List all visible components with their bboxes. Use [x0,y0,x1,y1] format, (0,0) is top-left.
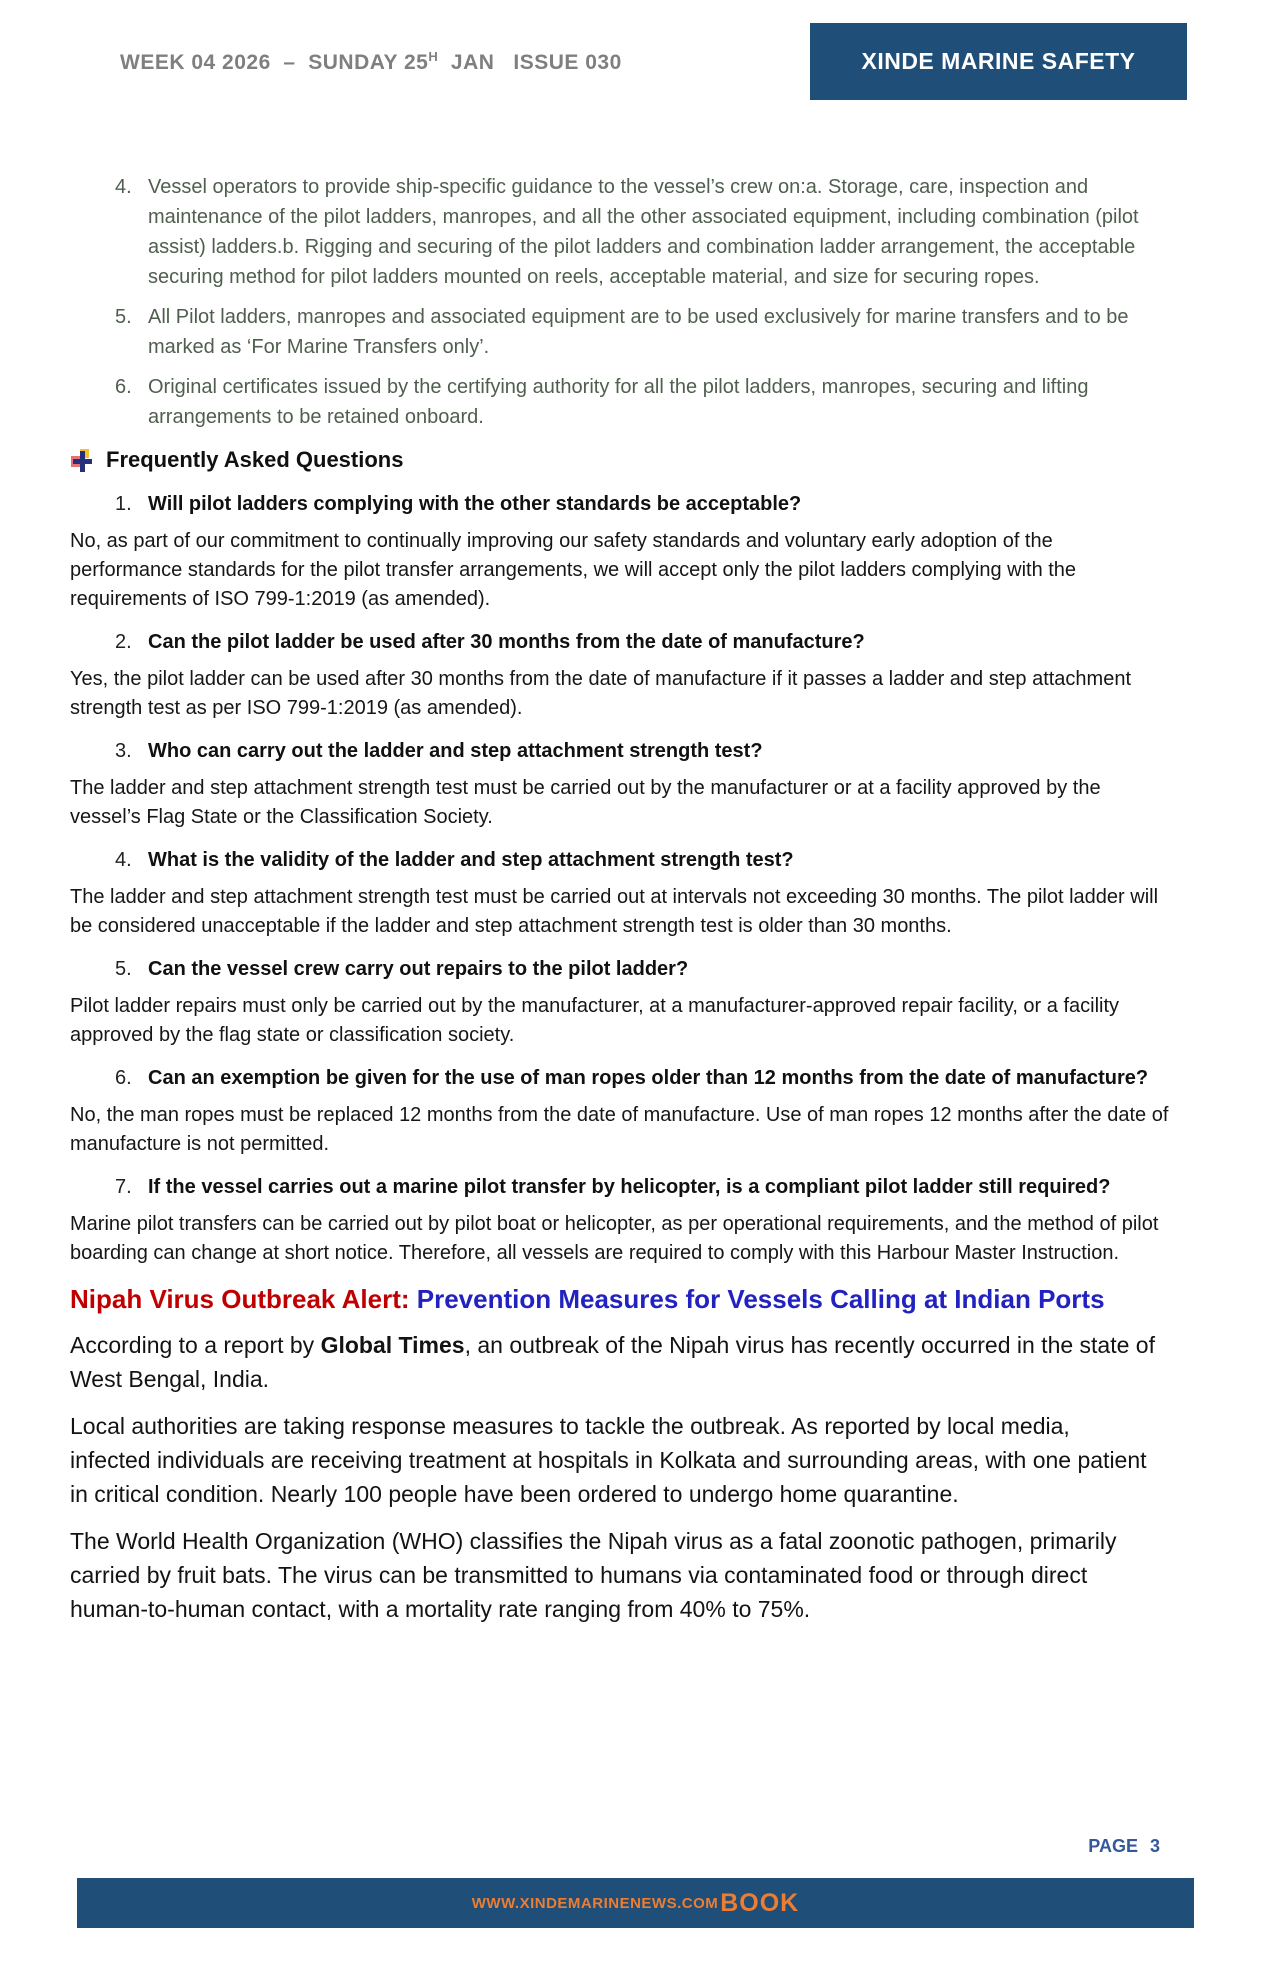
faq-question [70,845,1170,875]
faq-question-text: What is the validity of the ladder and step attachment strength test? [148,849,794,871]
list-item-number: 4. [115,176,132,198]
faq-question [70,736,1170,766]
faq-question-text: Can the vessel crew carry out repairs to the pilot ladder? [148,958,689,980]
issue-line-part2: JAN ISSUE 030 [438,50,622,74]
faq-answer: Pilot ladder repairs must only be carried out by the manufacturer, at a manufacturer-approved repair facility, or a facility approved by the flag state or classification society. [70,995,1120,1046]
nipah-heading-alert: Nipah Virus Outbreak Alert: [70,1284,410,1314]
list-item [70,302,1170,362]
list-item [70,372,1170,432]
nipah-paragraph: Local authorities are taking response measures to tackle the outbreak. As reported by local media, infected individuals are receiving treatment at hospitals in Kolkata and surrounding areas, with one patient in critical condition. Nearly 100 people have been ordered to undergo home quarantine. [70,1413,1147,1507]
faq-question [70,1063,1170,1093]
nipah-p1-suffix: , an outbreak of the Nipah virus has recently occurred in the state of West Bengal, India. [70,1332,1155,1392]
footer-site-url: WWW.XINDEMARINENEWS.COM [471,1894,719,1912]
faq-answer: No, the man ropes must be replaced 12 months from the date of manufacture. Use of man ropes 12 months after the date of manufacture is not permitted. [70,1104,1169,1155]
nipah-heading-measures: Prevention Measures for Vessels Calling at Indian Ports [409,1284,1105,1314]
faq-question-number: 1. [115,493,132,515]
nipah-paragraph: The World Health Organization (WHO) classifies the Nipah virus as a fatal zoonotic pathogen, primarily carried by fruit bats. The virus can be transmitted to humans via contaminated food or through direct human-to-human contact, with a mortality rate ranging from 40% to 75%. [70,1528,1117,1622]
faq-question-text: Who can carry out the ladder and step attachment strength test? [148,740,763,762]
list-item-text: Vessel operators to provide ship-specific guidance to the vessel’s crew on:a. Storage, care, inspection and maintenance of the pilot ladders, manropes, and all the other associated equipment, including combination (pilot assist) ladders.b. Rigging and securing of the pilot ladders and combination ladder arrangement, the acceptable securing method for pilot ladders mounted on reels, acceptable material, and size for securing ropes. [148,176,1139,288]
nipah-heading [70,1283,1170,1316]
list-item [70,172,1170,292]
faq-question-number: 3. [115,740,132,762]
faq-answer: Yes, the pilot ladder can be used after 30 months from the date of manufacture if it passes a ladder and step attachment strength test as per ISO 799-1:2019 (as amended). [70,668,1132,719]
faq-question-text: Will pilot ladders complying with the other standards be acceptable? [148,493,802,515]
faq-question [70,954,1170,984]
main-content [70,172,1170,1626]
issue-line [120,49,622,75]
faq-question [70,627,1170,657]
faq-answer: The ladder and step attachment strength test must be carried out at intervals not exceeding 30 months. The pilot ladder will be considered unacceptable if the ladder and step attachment strength test is older than 30 months. [70,886,1159,937]
faq-heading-text: Frequently Asked Questions [106,447,404,472]
list-item-number: 6. [115,376,132,398]
page-number-label: PAGE [1088,1836,1138,1856]
faq-question-number: 4. [115,849,132,871]
page-header [120,23,1187,100]
issue-line-part1: WEEK 04 2026 – SUNDAY 25 [120,50,429,74]
list-item-number: 5. [115,306,132,328]
faq-question-number: 2. [115,631,132,653]
faq-question-text: If the vessel carries out a marine pilot transfer by helicopter, is a compliant pilot ladder still required? [148,1176,1111,1198]
page-number-value: 3 [1149,1836,1160,1856]
faq-question [70,1172,1170,1202]
page-number [1088,1836,1160,1857]
faq-section-heading [70,444,1170,476]
faq-question-number: 7. [115,1176,132,1198]
faq-question-number: 5. [115,958,132,980]
faq-bullet-icon [70,448,95,473]
faq-question-text: Can an exemption be given for the use of man ropes older than 12 months from the date of manufacture? [148,1067,1149,1089]
list-item-text: All Pilot ladders, manropes and associated equipment are to be used exclusively for marine transfers and to be marked as ‘For Marine Transfers only’. [148,306,1129,358]
list-item-text: Original certificates issued by the certifying authority for all the pilot ladders, manropes, securing and lifting arrangements to be retained onboard. [148,376,1089,428]
footer-bar [77,1878,1194,1928]
faq-question-text: Can the pilot ladder be used after 30 months from the date of manufacture? [148,631,865,653]
faq-answer: The ladder and step attachment strength test must be carried out by the manufacturer or at a facility approved by the vessel’s Flag State or the Classification Society. [70,777,1101,828]
nipah-p1-prefix: According to a report by [70,1332,321,1358]
issue-line-superscript: H [428,48,439,64]
faq-answer: Marine pilot transfers can be carried out by pilot boat or helicopter, as per operational requirements, and the method of pilot boarding can change at short notice. Therefore, all vessels are required to comply with this Harbour Master Instruction. [70,1213,1159,1264]
faq-question [70,489,1170,519]
faq-question-number: 6. [115,1067,132,1089]
brand-banner: XINDE MARINE SAFETY [810,23,1187,100]
footer-book-label: BOOK [720,1888,800,1917]
faq-answer: No, as part of our commitment to continually improving our safety standards and voluntary early adoption of the performance standards for the pilot transfer arrangements, we will accept only the pilot ladders complying with the requirements of ISO 799-1:2019 (as amended). [70,530,1077,610]
nipah-p1-source: Global Times [320,1332,465,1358]
nipah-paragraph [70,1328,1155,1396]
